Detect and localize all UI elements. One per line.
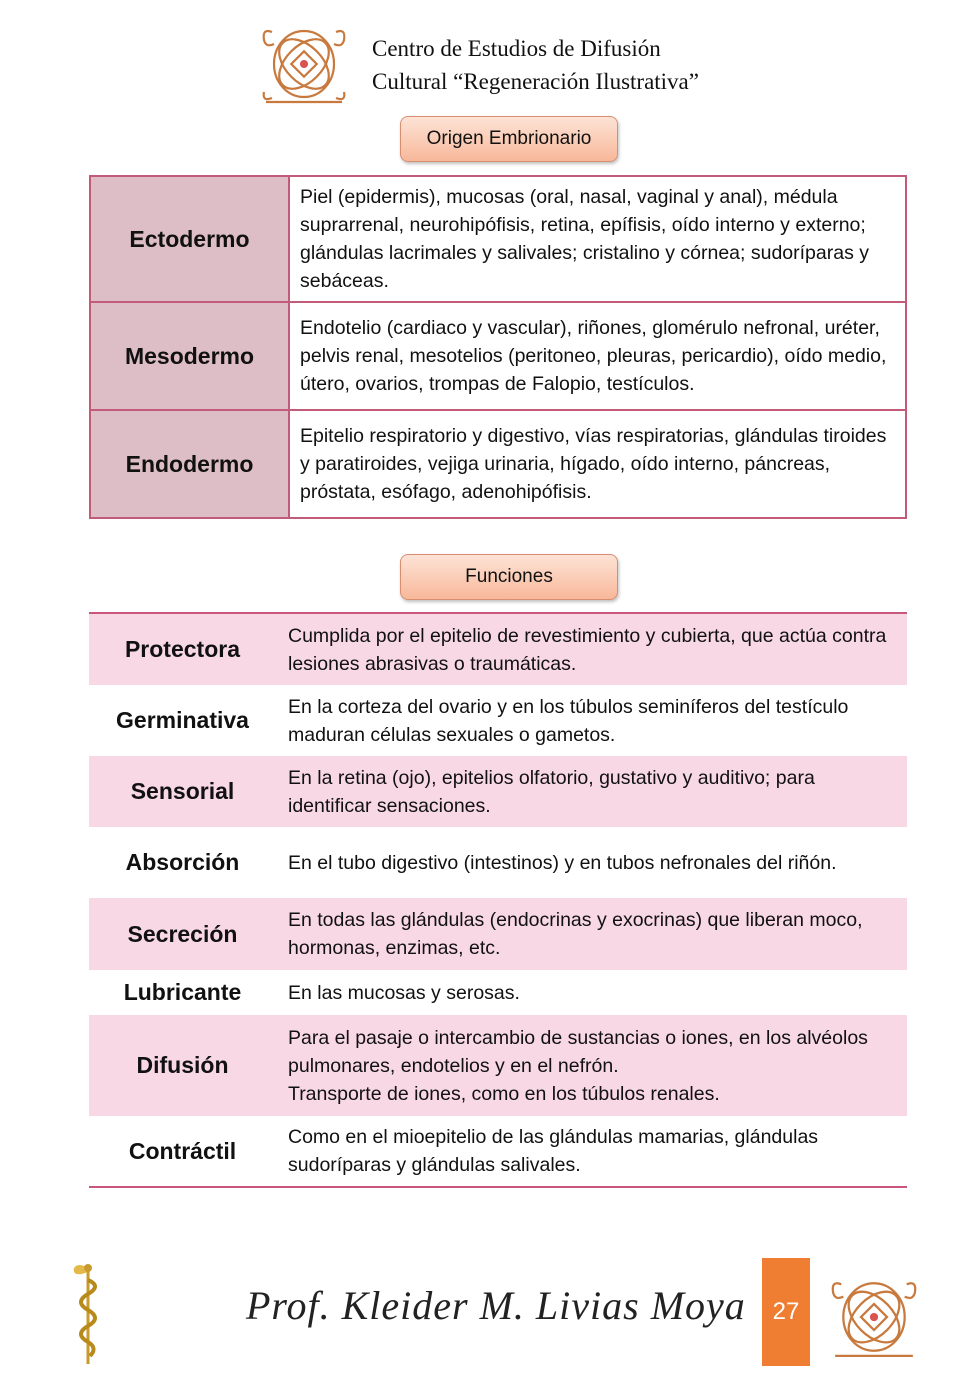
function-name: Germinativa: [116, 707, 249, 733]
function-description: En las mucosas y serosas.: [288, 981, 520, 1004]
table-row: [90, 410, 906, 518]
function-description: En el tubo digestivo (intestinos) y en tubos nefronales del riñón.: [288, 851, 837, 874]
table-row: [89, 1116, 907, 1187]
table-row: [89, 827, 907, 898]
function-name: Difusión: [89, 1015, 276, 1116]
table-row: [89, 898, 907, 970]
institution-title: [372, 32, 699, 98]
function-name: Absorción: [125, 849, 240, 875]
table-row: [89, 756, 907, 827]
germ-layer-description: Piel (epidermis), mucosas (oral, nasal, vaginal y anal), médula suprarrenal, neurohipófisis, retina, epífisis, oído interno y externo; glándulas lacrimales y salivales; cristalino y córnea; sudoríparas y sebáceas.: [289, 176, 906, 302]
origin-section-label: Origen Embrionario: [400, 116, 618, 162]
germ-layer-name: Mesodermo: [90, 302, 289, 410]
function-description: En la corteza del ovario y en los túbulos seminíferos del testículo maduran células sexuales o gametos.: [288, 695, 849, 746]
function-description: Como en el mioepitelio de las glándulas mamarias, glándulas sudoríparas y glándulas salivales.: [288, 1126, 819, 1176]
table-row: [90, 176, 906, 302]
function-description: [276, 1015, 907, 1116]
institution-title-line2: Cultural “Regeneración Ilustrativa”: [372, 69, 699, 94]
function-description-line: Para el pasaje o intercambio de sustancias o iones, en los alvéolos pulmonares, endotelios y en el nefrón.: [288, 1026, 868, 1077]
function-name: Protectora: [89, 613, 276, 685]
germ-layer-name: Ectodermo: [90, 176, 289, 302]
function-name: Lubricante: [123, 979, 242, 1005]
functions-table: [89, 612, 907, 1188]
germ-layer-description: Endotelio (cardiaco y vascular), riñones, glomérulo nefronal, uréter, pelvis renal, mesotelios (peritoneo, pleuras, pericardio), oído medio, útero, ovarios, trompas de Falopio, testículos.: [289, 302, 906, 410]
function-description: En la retina (ojo), epitelios olfatorio, gustativo y auditivo; para identificar sensaciones.: [276, 756, 907, 827]
author-signature: Prof. Kleider M. Livias Moya: [246, 1283, 746, 1328]
table-row: [89, 613, 907, 685]
table-row: [89, 1015, 907, 1116]
function-name: Contráctil: [128, 1137, 237, 1164]
table-row: [89, 685, 907, 756]
page-number: 27: [762, 1258, 810, 1366]
table-row: [90, 302, 906, 410]
germ-layer-description: Epitelio respiratorio y digestivo, vías respiratorias, glándulas tiroides y paratiroides, vejiga urinaria, hígado, oído interno, páncreas, próstata, esófago, adenohipófisis.: [289, 410, 906, 518]
ornamental-emblem-icon: [826, 1270, 922, 1360]
caduceus-icon: [68, 1262, 108, 1366]
function-name: Sensorial: [89, 756, 276, 827]
function-name: Secreción: [89, 898, 276, 970]
function-description: Cumplida por el epitelio de revestimiento y cubierta, que actúa contra lesiones abrasivas o traumáticas.: [276, 613, 907, 685]
embryonic-origin-table: [89, 175, 907, 519]
function-description: En todas las glándulas (endocrinas y exocrinas) que liberan moco, hormonas, enzimas, etc.: [276, 898, 907, 970]
table-row: [89, 970, 907, 1015]
institution-title-line1: Centro de Estudios de Difusión: [372, 36, 661, 61]
germ-layer-name: Endodermo: [90, 410, 289, 518]
function-description-line: Transporte de iones, como en los túbulos renales.: [288, 1082, 720, 1105]
functions-section-label: Funciones: [400, 554, 618, 600]
ornamental-emblem-icon: [258, 18, 350, 106]
